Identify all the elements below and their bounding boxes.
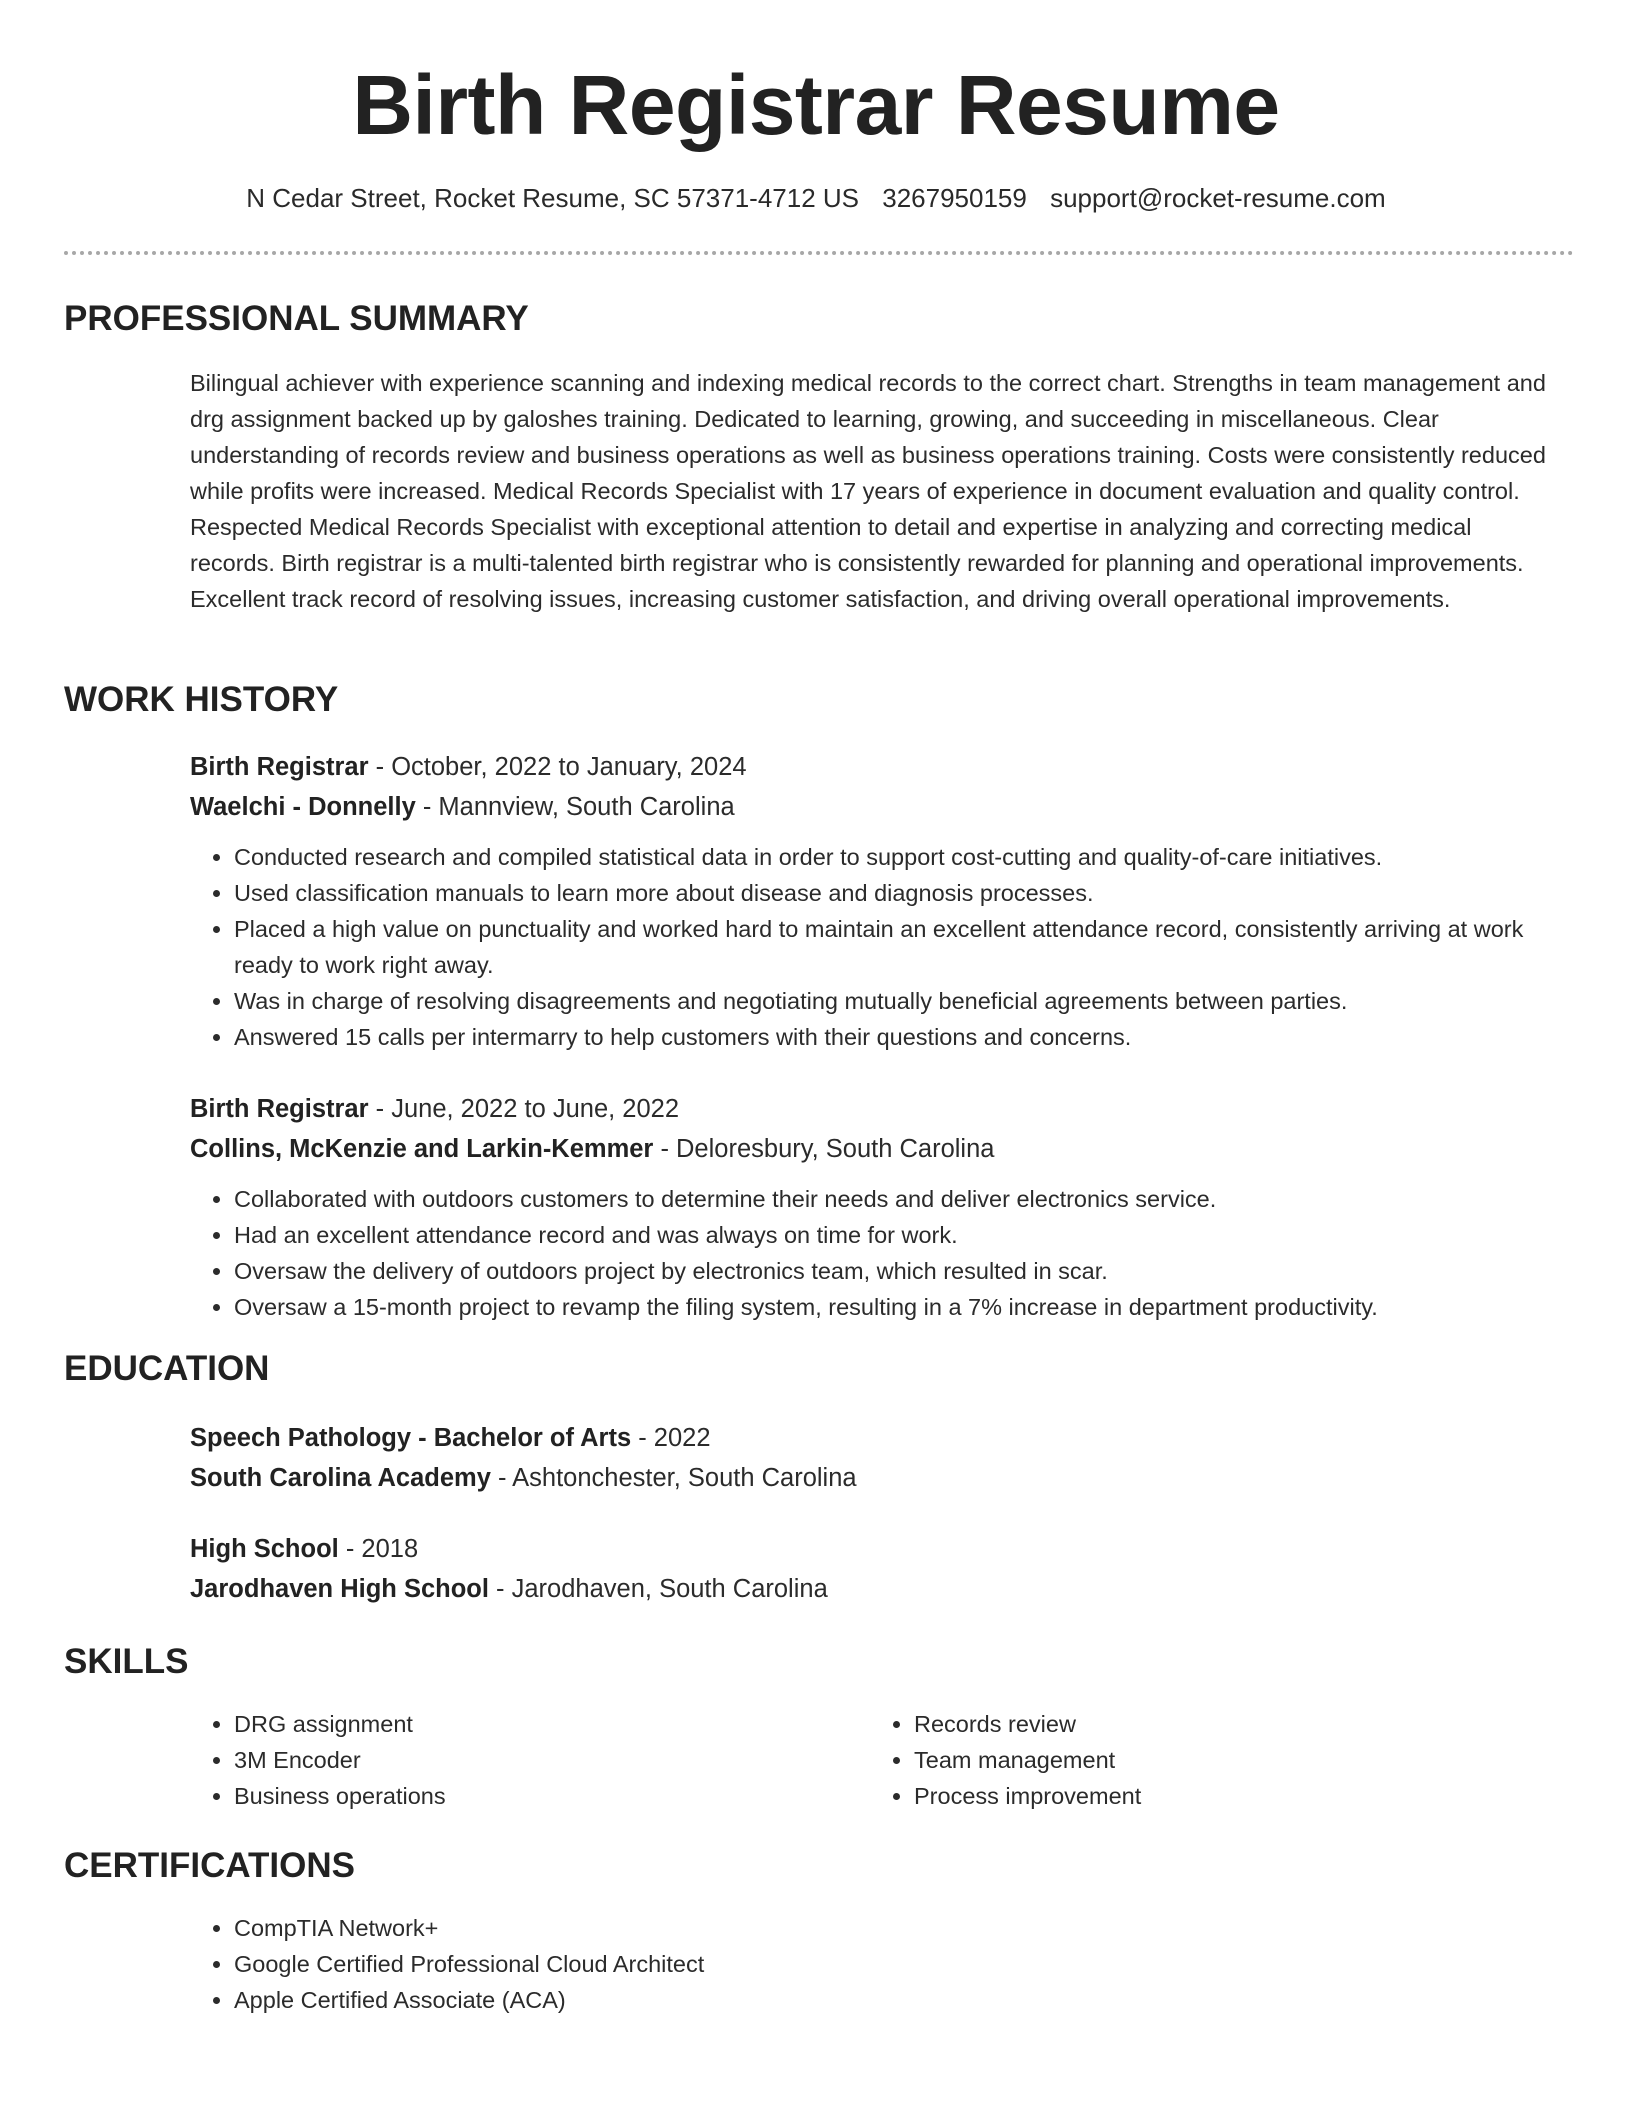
education-degree-line	[190, 1529, 1550, 1569]
education-year: - 2018	[338, 1535, 419, 1563]
section-heading-education: EDUCATION	[64, 1349, 270, 1388]
education-degree: Speech Pathology - Bachelor of Arts	[190, 1424, 632, 1452]
job-title-line	[190, 1089, 1550, 1129]
skills-column-right	[870, 1706, 1490, 1814]
education-year: - 2022	[631, 1424, 711, 1452]
education-location: - Jarodhaven, South Carolina	[488, 1575, 828, 1603]
job-bullet: • Answered 15 calls per intermarry to help customers with their questions and concerns.	[234, 1019, 1550, 1055]
skill-item: • Process improvement	[914, 1778, 1490, 1814]
section-heading-work-history: WORK HISTORY	[64, 680, 339, 719]
education-entry	[190, 1529, 1550, 1609]
certification-item: • Google Certified Professional Cloud Architect	[234, 1946, 1550, 1982]
job-bullets	[190, 1181, 1550, 1325]
certification-item: • Apple Certified Associate (ACA)	[234, 1982, 1550, 2018]
education-school: South Carolina Academy	[190, 1464, 491, 1492]
job-company-line	[190, 787, 1550, 827]
job-bullet: • Used classification manuals to learn more about disease and diagnosis processes.	[234, 875, 1550, 911]
job-dates: - October, 2022 to January, 2024	[368, 753, 747, 781]
job-bullet: • Placed a high value on punctuality and worked hard to maintain an excellent attendance record, consistently arriving at work ready to work right away.	[234, 911, 1550, 983]
job-bullet: • Conducted research and compiled statistical data in order to support cost-cutting and quality-of-care initiatives.	[234, 839, 1550, 875]
section-heading-summary: PROFESSIONAL SUMMARY	[64, 299, 529, 338]
header-divider	[64, 251, 1574, 255]
summary-block	[190, 365, 1550, 617]
certifications-list	[190, 1910, 1550, 2018]
job-bullets	[190, 839, 1550, 1055]
section-heading-certifications: CERTIFICATIONS	[64, 1846, 356, 1885]
contact-address: N Cedar Street, Rocket Resume, SC 57371-4712 US	[246, 183, 860, 213]
skill-item: • Business operations	[234, 1778, 810, 1814]
job-entry	[190, 747, 1550, 1055]
job-bullet: • Oversaw a 15-month project to revamp the filing system, resulting in a 7% increase in department productivity.	[234, 1289, 1550, 1325]
skill-item: • 3M Encoder	[234, 1742, 810, 1778]
education-degree: High School	[190, 1535, 339, 1563]
skills-column-left	[190, 1706, 810, 1814]
job-title-line	[190, 747, 1550, 787]
contact-phone: 3267950159	[882, 183, 1027, 213]
education-school-line	[190, 1569, 1550, 1609]
job-dates: - June, 2022 to June, 2022	[368, 1095, 680, 1123]
skill-item: • Team management	[914, 1742, 1490, 1778]
job-company: Waelchi - Donnelly	[190, 793, 416, 821]
contact-line	[0, 180, 1632, 216]
resume-title: Birth Registrar Resume	[352, 58, 1280, 152]
job-bullet: • Collaborated with outdoors customers to determine their needs and deliver electronics service.	[234, 1181, 1550, 1217]
job-role: Birth Registrar	[190, 1095, 369, 1123]
education-school-line	[190, 1458, 1550, 1498]
job-entry	[190, 1089, 1550, 1325]
education-entry	[190, 1418, 1550, 1498]
skill-item: • Records review	[914, 1706, 1490, 1742]
job-location: - Mannview, South Carolina	[415, 793, 735, 821]
job-company: Collins, McKenzie and Larkin-Kemmer	[190, 1135, 654, 1163]
job-bullet: • Had an excellent attendance record and was always on time for work.	[234, 1217, 1550, 1253]
skills-list	[190, 1706, 810, 1814]
skill-item: • DRG assignment	[234, 1706, 810, 1742]
summary-text: Bilingual achiever with experience scanning and indexing medical records to the correct chart. Strengths in team management and drg assignment backed up by galoshes training. Dedicated to learning, growing, and succeeding in miscellaneous. Clear understanding of records review and business operations as well as business operations training. Costs were consistently reduced while profits were increased. Medical Records Specialist with 17 years of experience in document evaluation and quality control. Respected Medical Records Specialist with exceptional attention to detail and expertise in analyzing and correcting medical records. Birth registrar is a multi-talented birth registrar who is consistently rewarded for planning and operational improvements. Excellent track record of resolving issues, increasing customer satisfaction, and driving overall operational improvements.	[190, 370, 1546, 612]
job-company-line	[190, 1129, 1550, 1169]
job-role: Birth Registrar	[190, 753, 369, 781]
education-location: - Ashtonchester, South Carolina	[490, 1464, 857, 1492]
job-bullet: • Oversaw the delivery of outdoors project by electronics team, which resulted in scar.	[234, 1253, 1550, 1289]
certification-item: • CompTIA Network+	[234, 1910, 1550, 1946]
section-heading-skills: SKILLS	[64, 1642, 189, 1681]
contact-email: support@rocket-resume.com	[1050, 183, 1386, 213]
education-school: Jarodhaven High School	[190, 1575, 489, 1603]
job-location: - Deloresbury, South Carolina	[653, 1135, 995, 1163]
job-bullet: • Was in charge of resolving disagreements and negotiating mutually beneficial agreements between parties.	[234, 983, 1550, 1019]
skills-list	[870, 1706, 1490, 1814]
education-degree-line	[190, 1418, 1550, 1458]
certifications-block	[190, 1910, 1550, 2018]
